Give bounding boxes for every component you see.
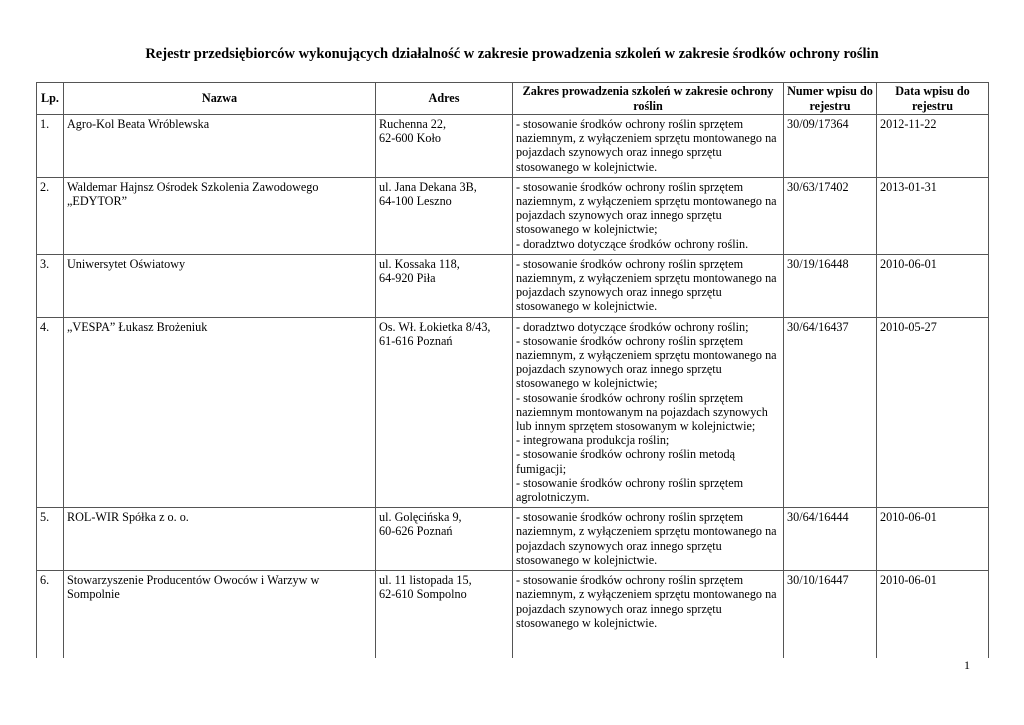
scope-line: - doradztwo dotyczące środków ochrony roślin; (516, 319, 749, 334)
cell-address (376, 317, 513, 508)
scope-line: - stosowanie środków ochrony roślin metodą (516, 447, 736, 462)
scope-line: naziemnym, z wyłączeniem sprzętu montowanego na (516, 194, 777, 209)
scope-line: - stosowanie środków ochrony roślin sprzętem (516, 475, 744, 490)
cell-lp: 5. (37, 508, 64, 571)
scope-line: stosowanego w kolejnictwie. (516, 299, 658, 314)
cell-scope (513, 115, 784, 178)
cell-lp: 3. (37, 254, 64, 317)
name-line: „EDYTOR” (67, 194, 128, 209)
cell-entry-number: 30/64/16444 (784, 508, 877, 571)
header-entry-date (877, 83, 989, 115)
scope-line: - integrowana produkcja roślin; (516, 433, 670, 448)
cell-entry-number: 30/10/16447 (784, 571, 877, 659)
header-number-line: Numer wpisu do (787, 84, 873, 99)
address-line: ul. Kossaka 118, (379, 256, 460, 271)
name-line: Agro-Kol Beata Wróblewska (67, 117, 210, 131)
header-scope (513, 83, 784, 115)
name-line: „VESPA” Łukasz Brożeniuk (67, 319, 208, 334)
address-line: ul. Golęcińska 9, (379, 510, 462, 525)
header-lp: Lp. (37, 83, 64, 115)
header-name: Nazwa (64, 83, 376, 115)
table-row (37, 115, 989, 178)
cell-address (376, 254, 513, 317)
cell-entry-number: 30/19/16448 (784, 254, 877, 317)
scope-line: naziemnym montowanym na pojazdach szynowych (516, 404, 768, 419)
scope-line: pojazdach szynowych oraz innego sprzętu (516, 362, 722, 377)
name-line: Stowarzyszenie Producentów Owoców i Warzyw w (67, 573, 320, 588)
scope-line: naziemnym, z wyłączeniem sprzętu montowanego na (516, 271, 777, 286)
scope-line: - stosowanie środków ochrony roślin sprzętem (516, 256, 744, 271)
name-line: Sompolnie (67, 587, 120, 602)
header-scope-line: roślin (633, 98, 663, 113)
cell-name (64, 317, 376, 508)
cell-address (376, 571, 513, 659)
scope-line: - doradztwo dotyczące środków ochrony roślin. (516, 236, 749, 251)
header-entry-number (784, 83, 877, 115)
cell-lp: 6. (37, 571, 64, 659)
scope-line: lub innym sprzętem stosowanym w kolejnictwie; (516, 419, 756, 434)
scope-line: - stosowanie środków ochrony roślin sprzętem (516, 390, 744, 405)
header-date-line: rejestru (911, 98, 954, 113)
cell-scope (513, 571, 784, 659)
scope-line: pojazdach szynowych oraz innego sprzętu (516, 601, 722, 616)
name-line: Waldemar Hajnsz Ośrodek Szkolenia Zawodowego (67, 179, 319, 194)
address-line: 64-920 Piła (379, 271, 436, 286)
cell-lp: 2. (37, 177, 64, 254)
table-row (37, 571, 989, 659)
scope-line: stosowanego w kolejnictwie. (516, 615, 658, 630)
address-line: 61-616 Poznań (379, 333, 453, 348)
cell-entry-date: 2010-05-27 (877, 317, 989, 508)
cell-lp: 1. (37, 115, 64, 178)
name-line: Uniwersytet Oświatowy (67, 256, 186, 271)
scope-line: stosowanego w kolejnictwie. (516, 552, 658, 567)
scope-line: pojazdach szynowych oraz innego sprzętu (516, 285, 722, 300)
scope-line: - stosowanie środków ochrony roślin sprzętem (516, 179, 744, 194)
scope-line: pojazdach szynowych oraz innego sprzętu (516, 208, 722, 223)
address-line: 62-600 Koło (379, 131, 441, 146)
cell-entry-date: 2012-11-22 (877, 115, 989, 178)
scope-line: naziemnym, z wyłączeniem sprzętu montowanego na (516, 348, 777, 363)
scope-line: - stosowanie środków ochrony roślin sprzętem (516, 573, 744, 588)
header-number-line: rejestru (809, 98, 851, 113)
header-address: Adres (376, 83, 513, 115)
address-line: 62-610 Sompolno (379, 587, 467, 602)
cell-entry-date: 2010-06-01 (877, 571, 989, 659)
scope-line: pojazdach szynowych oraz innego sprzętu (516, 145, 722, 160)
address-line: ul. Jana Dekana 3B, (379, 179, 477, 194)
address-line: 60-626 Poznań (379, 524, 453, 539)
scope-line: pojazdach szynowych oraz innego sprzętu (516, 538, 722, 553)
table-row (37, 317, 989, 508)
cell-address (376, 508, 513, 571)
scope-line: - stosowanie środków ochrony roślin sprzętem (516, 117, 744, 131)
cell-address (376, 115, 513, 178)
cell-entry-number: 30/63/17402 (784, 177, 877, 254)
scope-line: - stosowanie środków ochrony roślin sprzętem (516, 333, 744, 348)
cell-name (64, 115, 376, 178)
scope-line: naziemnym, z wyłączeniem sprzętu montowanego na (516, 131, 777, 146)
address-line: Ruchenna 22, (379, 117, 447, 131)
table-row (37, 177, 989, 254)
cell-name (64, 508, 376, 571)
cell-name (64, 571, 376, 659)
register-table (36, 82, 989, 658)
cell-name (64, 254, 376, 317)
table-header-row (37, 83, 989, 115)
name-line: ROL-WIR Spółka z o. o. (67, 510, 189, 525)
table-row (37, 254, 989, 317)
scope-line: stosowanego w kolejnictwie; (516, 222, 658, 237)
scope-line: naziemnym, z wyłączeniem sprzętu montowanego na (516, 524, 777, 539)
page-number: 1 (964, 658, 970, 672)
cell-address (376, 177, 513, 254)
scope-line: fumigacji; (516, 461, 567, 476)
cell-scope (513, 254, 784, 317)
cell-scope (513, 177, 784, 254)
cell-entry-number: 30/09/17364 (784, 115, 877, 178)
scope-line: stosowanego w kolejnictwie. (516, 159, 658, 174)
address-line: 64-100 Leszno (379, 194, 452, 209)
cell-entry-date: 2013-01-31 (877, 177, 989, 254)
cell-name (64, 177, 376, 254)
scope-line: - stosowanie środków ochrony roślin sprzętem (516, 510, 744, 525)
cell-entry-date: 2010-06-01 (877, 254, 989, 317)
scope-line: agrolotniczym. (516, 490, 590, 505)
document-title: Rejestr przedsiębiorców wykonujących działalność w zakresie prowadzenia szkoleń w zakresie środków ochrony roślin (145, 46, 879, 62)
cell-entry-number: 30/64/16437 (784, 317, 877, 508)
cell-lp: 4. (37, 317, 64, 508)
header-scope-line: Zakres prowadzenia szkoleń w zakresie ochrony (522, 84, 774, 99)
table-row (37, 508, 989, 571)
scope-line: naziemnym, z wyłączeniem sprzętu montowanego na (516, 587, 777, 602)
cell-scope (513, 508, 784, 571)
address-line: ul. 11 listopada 15, (379, 573, 472, 588)
cell-scope (513, 317, 784, 508)
scope-line: stosowanego w kolejnictwie; (516, 376, 658, 391)
address-line: Os. Wł. Łokietka 8/43, (379, 319, 491, 334)
header-date-line: Data wpisu do (895, 84, 970, 99)
cell-entry-date: 2010-06-01 (877, 508, 989, 571)
